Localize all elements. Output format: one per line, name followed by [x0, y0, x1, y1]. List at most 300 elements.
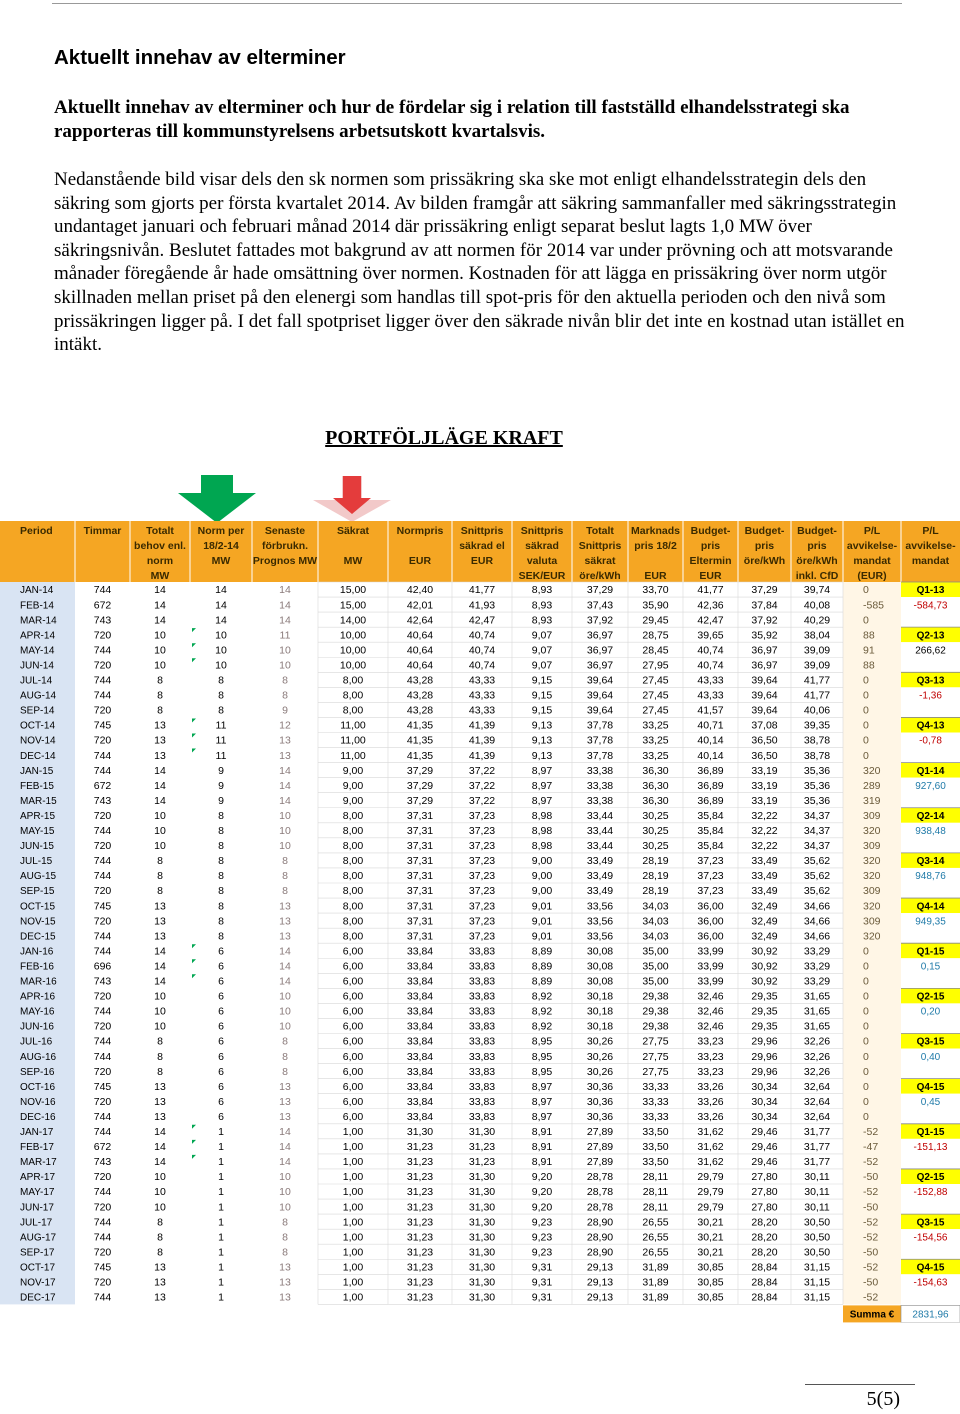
- period-cell: FEB-15: [20, 780, 54, 792]
- table-cell: 31,77: [803, 1156, 831, 1169]
- table-cell: 744: [93, 1110, 112, 1123]
- table-cell: 14: [215, 614, 227, 627]
- table-cell: 27,45: [642, 704, 669, 717]
- table-cell: 30,25: [642, 825, 669, 837]
- table-cell: 33,83: [468, 1080, 496, 1093]
- table-cell: 33,99: [697, 960, 724, 973]
- table-cell: 40,74: [468, 659, 496, 672]
- table-cell: 28,19: [642, 855, 669, 868]
- quarter-value: -584,73: [913, 600, 948, 612]
- table-cell: 14: [154, 764, 166, 777]
- table-cell: 6: [218, 1080, 224, 1093]
- table-cell: 8,92: [531, 990, 553, 1003]
- table-cell: 35,36: [803, 764, 831, 777]
- table-cell: 28,78: [586, 1201, 614, 1214]
- table-cell: 29,35: [751, 1020, 778, 1033]
- table-cell: 32,22: [751, 840, 778, 853]
- table-cell: 744: [93, 825, 112, 837]
- table-cell: 6,00: [342, 1005, 364, 1018]
- table-cell: 14: [279, 584, 291, 597]
- table-cell: 32,64: [803, 1080, 831, 1093]
- quarter-value: 266,62: [915, 645, 946, 657]
- table-cell: 32,26: [803, 1035, 831, 1048]
- table-cell: 6,00: [342, 960, 364, 973]
- table-cell: 33,99: [697, 945, 724, 958]
- table-cell: 672: [93, 599, 112, 612]
- table-cell: 29,79: [697, 1186, 724, 1199]
- table-cell: 8: [218, 930, 224, 943]
- table-cell: 31,30: [468, 1291, 496, 1304]
- table-cell: 10: [279, 1186, 291, 1199]
- table-cell: 33,33: [642, 1095, 669, 1108]
- table-cell: 743: [93, 1156, 112, 1169]
- table-cell: 33,29: [803, 960, 831, 973]
- table-cell: 41,39: [468, 734, 496, 747]
- table-cell: 31,30: [468, 1126, 496, 1138]
- table-cell: 35,00: [642, 945, 669, 958]
- table-cell: 29,96: [751, 1035, 778, 1048]
- table-cell: 13: [154, 930, 166, 943]
- table-cell: 30,85: [697, 1276, 724, 1289]
- table-cell: 14: [279, 614, 291, 627]
- table-cell: 31,23: [406, 1291, 434, 1304]
- table-cell: 32,46: [697, 1020, 724, 1033]
- table-cell: 28,90: [586, 1216, 614, 1229]
- table-cell: 31,30: [468, 1171, 496, 1184]
- table-cell: 672: [93, 779, 112, 792]
- table-cell: 35,92: [751, 629, 778, 642]
- table-cell: 320: [863, 855, 881, 868]
- column-header: Totalt Snittpris säkrat öre/kWh: [578, 525, 622, 582]
- table-cell: 31,23: [406, 1231, 434, 1244]
- table-cell: 744: [93, 674, 112, 687]
- table-cell: 30,21: [697, 1216, 724, 1229]
- table-cell: 37,43: [586, 599, 614, 612]
- table-cell: 14: [215, 584, 227, 597]
- table-cell: 35,90: [642, 599, 669, 612]
- table-cell: 1,00: [342, 1171, 364, 1184]
- table-cell: 39,35: [803, 719, 831, 732]
- table-cell: 9,31: [531, 1276, 553, 1289]
- table-cell: 31,77: [803, 1141, 831, 1154]
- table-cell: 34,37: [803, 825, 831, 837]
- quarter-label: Q4-15: [916, 1262, 945, 1274]
- table-cell: 14: [279, 764, 291, 777]
- table-cell: 31,89: [642, 1276, 669, 1289]
- quarter-value: -1,36: [919, 690, 942, 702]
- table-cell: 33,84: [406, 1020, 434, 1033]
- table-cell: 30,36: [586, 1110, 614, 1123]
- table-cell: 37,08: [751, 719, 778, 732]
- table-cell: 8,97: [531, 764, 553, 777]
- table-cell: 31,30: [406, 1126, 434, 1138]
- table-cell: 33,19: [751, 764, 778, 777]
- table-cell: 33,23: [697, 1065, 724, 1078]
- table-cell: 36,00: [697, 900, 724, 913]
- column-header: Budget-pris Eltermin EUR: [689, 525, 732, 582]
- table-cell: 9,01: [531, 930, 553, 943]
- table-cell: 34,66: [803, 900, 831, 913]
- table-cell: 0: [863, 960, 869, 973]
- table-cell: 320: [863, 900, 881, 913]
- column-header: Period: [20, 525, 53, 537]
- table-cell: 8: [157, 1035, 163, 1048]
- table-cell: 31,30: [468, 1276, 496, 1289]
- table-cell: 36,89: [697, 764, 724, 777]
- table-cell: 8: [282, 885, 288, 898]
- table-cell: 28,11: [642, 1201, 669, 1214]
- table-cell: 744: [93, 764, 112, 777]
- table-cell: 8: [282, 855, 288, 868]
- table-cell: 33,23: [697, 1050, 724, 1063]
- table-cell: 13: [279, 1095, 291, 1108]
- table-cell: 8: [218, 689, 224, 702]
- period-cell: DEC-15: [20, 931, 56, 943]
- table-cell: 10: [154, 1005, 166, 1018]
- table-cell: 37,29: [406, 764, 434, 777]
- table-cell: 33,29: [803, 945, 831, 958]
- table-cell: -52: [863, 1231, 879, 1244]
- table-cell: 30,25: [642, 840, 669, 853]
- table-cell: 29,13: [586, 1291, 614, 1304]
- table-cell: 31,23: [406, 1216, 434, 1229]
- table-cell: 14: [154, 975, 166, 988]
- table-cell: 37,31: [406, 915, 434, 928]
- table-cell: 30,34: [751, 1110, 778, 1123]
- table-cell: 14: [279, 779, 291, 792]
- table-cell: 0: [863, 719, 869, 732]
- table-cell: 28,19: [642, 885, 669, 898]
- table-cell: 11: [215, 734, 227, 747]
- table-cell: 13: [154, 719, 166, 732]
- table-cell: 9,00: [342, 779, 364, 792]
- table-cell: 744: [93, 689, 112, 702]
- table-cell: 39,64: [586, 689, 614, 702]
- table-cell: 30,36: [586, 1080, 614, 1093]
- table-cell: 10,00: [339, 659, 367, 672]
- table-cell: 31,23: [406, 1201, 434, 1214]
- table-cell: 8: [282, 1065, 288, 1078]
- table-cell: 13: [154, 1080, 166, 1093]
- green-down-arrow-icon: [178, 475, 256, 523]
- table-cell: 34,66: [803, 930, 831, 943]
- table-cell: 8: [282, 1035, 288, 1048]
- table-cell: 720: [93, 659, 112, 672]
- table-cell: 720: [93, 885, 112, 898]
- table-cell: 30,21: [697, 1231, 724, 1244]
- table-cell: 33,38: [586, 764, 614, 777]
- summa-value: 2831,96: [912, 1309, 949, 1321]
- period-cell: SEP-16: [20, 1066, 55, 1078]
- table-cell: 40,74: [697, 659, 724, 672]
- table-cell: 37,29: [751, 584, 778, 597]
- table-cell: 11: [215, 719, 227, 732]
- table-cell: 14: [154, 584, 166, 597]
- period-cell: JAN-15: [20, 765, 54, 777]
- table-cell: 10: [154, 1171, 166, 1184]
- table-cell: 8,93: [531, 599, 553, 612]
- table-cell: 29,13: [586, 1261, 614, 1274]
- table-cell: 10,00: [339, 644, 367, 657]
- table-cell: 11,00: [340, 719, 366, 732]
- intro-paragraph: Aktuellt innehav av elterminer och hur de fördelar sig i relation till fastställd elhandelsstrategi ska rapporteras till kommunstyrelsens arbetsutskott kvartalsvis.: [54, 97, 850, 142]
- table-cell: 9,00: [531, 885, 553, 898]
- table-cell: -52: [863, 1261, 879, 1274]
- table-cell: 33,83: [468, 960, 496, 973]
- table-cell: 10: [154, 840, 166, 853]
- period-cell: APR-14: [20, 630, 56, 642]
- table-cell: 40,14: [697, 749, 724, 762]
- table-cell: 34,37: [803, 809, 831, 822]
- table-cell: 41,77: [697, 584, 724, 597]
- table-cell: 33,84: [406, 1065, 434, 1078]
- table-cell: 29,96: [751, 1065, 778, 1078]
- table-cell: 720: [93, 1276, 112, 1289]
- table-cell: 33,49: [586, 870, 614, 883]
- table-cell: 9: [218, 779, 224, 792]
- table-cell: 34,37: [803, 840, 831, 853]
- table-cell: 1: [218, 1126, 224, 1138]
- table-cell: 41,77: [803, 689, 831, 702]
- table-cell: 1: [218, 1216, 224, 1229]
- table-cell: 30,50: [803, 1231, 831, 1244]
- table-cell: 37,78: [586, 749, 614, 762]
- table-cell: 39,64: [751, 674, 778, 687]
- table-cell: 13: [154, 1110, 166, 1123]
- table-cell: 35,36: [803, 779, 831, 792]
- table-cell: 32,49: [751, 930, 778, 943]
- table-cell: 30,18: [586, 990, 614, 1003]
- table-cell: 13: [154, 915, 166, 928]
- period-cell: NOV-16: [20, 1096, 56, 1108]
- table-cell: 13: [279, 1261, 291, 1274]
- table-cell: 34,03: [642, 930, 669, 943]
- quarter-label: Q3-13: [916, 675, 945, 687]
- table-cell: 39,09: [803, 644, 831, 657]
- table-cell: 1: [218, 1291, 224, 1304]
- table-cell: 36,89: [697, 779, 724, 792]
- table-cell: 0: [863, 1005, 869, 1018]
- table-cell: 745: [93, 900, 112, 913]
- table-cell: 40,08: [803, 599, 831, 612]
- table-cell: 37,23: [468, 809, 496, 822]
- table-cell: 39,09: [803, 659, 831, 672]
- table-cell: 1,00: [342, 1156, 364, 1169]
- table-cell: 30,11: [804, 1171, 830, 1184]
- table-cell: 33,83: [468, 1095, 496, 1108]
- table-cell: -50: [863, 1246, 879, 1259]
- table-cell: 8: [282, 1050, 288, 1063]
- table-cell: 30,50: [803, 1216, 831, 1229]
- table-cell: 37,22: [468, 764, 496, 777]
- table-cell: 8: [157, 689, 163, 702]
- table-cell: 34,66: [803, 915, 831, 928]
- quarter-value: -151,13: [913, 1142, 948, 1154]
- table-cell: 8,91: [531, 1141, 553, 1154]
- table-cell: 34,03: [642, 900, 669, 913]
- table-cell: 10: [154, 659, 166, 672]
- table-cell: 43,33: [697, 674, 724, 687]
- table-cell: 33,26: [697, 1095, 724, 1108]
- period-cell: JAN-17: [20, 1127, 54, 1138]
- table-cell: 9,07: [531, 644, 553, 657]
- table-cell: 0: [863, 1020, 869, 1033]
- table-cell: 33,44: [586, 825, 614, 837]
- table-cell: 9: [282, 704, 288, 717]
- table-cell: 31,62: [697, 1141, 724, 1154]
- table-cell: 28,11: [642, 1171, 669, 1184]
- table-cell: 37,92: [586, 614, 614, 627]
- table-cell: 8: [282, 870, 288, 883]
- table-cell: 13: [154, 749, 166, 762]
- table-cell: 31,65: [803, 1020, 831, 1033]
- table-cell: 8,00: [342, 870, 364, 883]
- table-cell: 720: [93, 1095, 112, 1108]
- table-cell: 744: [93, 1126, 112, 1138]
- table-cell: 30,08: [586, 975, 614, 988]
- table-cell: 14: [154, 1141, 166, 1154]
- table-cell: 1: [218, 1261, 224, 1274]
- table-cell: 31,30: [468, 1216, 496, 1229]
- column-header: Norm per 18/2-14 MW: [197, 525, 245, 567]
- table-cell: 27,80: [751, 1201, 778, 1214]
- table-cell: 30,92: [751, 975, 778, 988]
- quarter-label: Q2-13: [916, 630, 945, 642]
- table-cell: 33,84: [406, 975, 434, 988]
- table-cell: 32,26: [803, 1050, 831, 1063]
- table-cell: 8: [218, 915, 224, 928]
- table-cell: 10: [154, 1186, 166, 1199]
- table-cell: 744: [93, 870, 112, 883]
- table-cell: 33,49: [586, 855, 614, 868]
- table-cell: 1,00: [342, 1201, 364, 1214]
- table-cell: 29,13: [586, 1276, 614, 1289]
- period-cell: MAY-16: [20, 1006, 55, 1018]
- table-cell: 32,64: [803, 1110, 831, 1123]
- table-cell: 33,19: [751, 794, 778, 807]
- column-header: Senaste förbrukn. Prognos MW: [252, 525, 318, 567]
- table-cell: 42,40: [406, 584, 434, 597]
- table-cell: 36,30: [642, 779, 669, 792]
- table-cell: 38,04: [803, 629, 831, 642]
- table-cell: 14: [279, 599, 291, 612]
- table-cell: 1,00: [342, 1216, 364, 1229]
- table-cell: -50: [863, 1276, 879, 1289]
- table-cell: 31,65: [803, 990, 831, 1003]
- quarter-label: Q4-14: [916, 901, 945, 913]
- table-cell: 6,00: [342, 975, 364, 988]
- table-cell: 29,38: [642, 990, 669, 1003]
- table-cell: 31,15: [803, 1261, 831, 1274]
- table-cell: 10: [279, 840, 291, 853]
- period-cell: SEP-17: [20, 1247, 55, 1259]
- quarter-label: Q1-13: [916, 585, 945, 597]
- table-cell: 36,97: [751, 644, 778, 657]
- portfolio-table: [0, 521, 960, 1336]
- table-cell: 8,95: [531, 1065, 553, 1078]
- quarter-label: Q1-14: [916, 765, 945, 777]
- table-cell: 37,23: [468, 855, 496, 868]
- table-cell: 744: [93, 1005, 112, 1018]
- table-cell: 11: [215, 749, 227, 762]
- table-cell: 39,74: [803, 584, 831, 597]
- table-cell: 33,83: [468, 975, 496, 988]
- table-cell: 6,00: [342, 945, 364, 958]
- table-cell: 30,92: [751, 960, 778, 973]
- table-cell: 33,33: [642, 1110, 669, 1123]
- table-cell: 0: [863, 1080, 869, 1093]
- table-cell: 29,45: [642, 614, 669, 627]
- table-cell: 8,97: [531, 1080, 553, 1093]
- table-cell: 1,00: [342, 1231, 364, 1244]
- table-cell: 744: [93, 1035, 112, 1048]
- period-cell: SEP-15: [20, 886, 55, 898]
- quarter-label: Q2-15: [916, 991, 945, 1003]
- body-paragraph: Nedanstående bild visar dels den sk normen som prissäkring ska ske mot enligt elhandelsstrategin dels den säkring som gjorts per första kvartalet 2014. Av bilden framgår att säkring sammanfaller med säkringsstrategin undantaget januari och februari månad 2014 där prissäkring enligt separat beslut lagts 1,0 MW över säkringsnivån. Beslutet fattades mot bakgrund av att normen för 2014 var under prövning och att motsvarande månader föregående år hade omsättning över normen. Kostnaden för att lägga en prissäkring över norm utgör skillnaden mellan priset på den elenergi som handlas till spot-pris för den aktuella perioden och den nivå som prissäkringen ligger på. I det fall spotpriset ligger över den säkrade nivån blir det inte en kostnad utan istället en intäkt.: [54, 169, 905, 356]
- table-cell: 27,45: [642, 689, 669, 702]
- table-cell: 696: [93, 960, 112, 973]
- table-cell: 1: [218, 1141, 224, 1154]
- table-cell: 33,56: [586, 915, 614, 928]
- table-cell: 35,84: [697, 809, 724, 822]
- table-cell: 33,50: [642, 1141, 669, 1154]
- table-cell: 31,23: [406, 1156, 434, 1169]
- table-cell: 9,23: [531, 1246, 553, 1259]
- table-cell: 36,97: [751, 659, 778, 672]
- table-cell: 13: [279, 930, 291, 943]
- table-cell: 30,85: [697, 1291, 724, 1304]
- table-cell: 33,84: [406, 945, 434, 958]
- table-cell: 37,31: [406, 870, 434, 883]
- column-header: Säkrat MW: [336, 525, 370, 567]
- table-cell: 31,30: [468, 1186, 496, 1199]
- table-cell: 8: [157, 1231, 163, 1244]
- table-cell: 8,00: [342, 840, 364, 853]
- table-cell: 8: [157, 855, 163, 868]
- table-cell: 309: [863, 840, 881, 853]
- table-cell: 36,00: [697, 930, 724, 943]
- table-cell: 30,11: [804, 1186, 830, 1199]
- table-cell: 1,00: [342, 1186, 364, 1199]
- table-cell: 9,00: [531, 855, 553, 868]
- table-cell: 1: [218, 1171, 224, 1184]
- quarter-value: 0,45: [920, 1096, 941, 1108]
- table-cell: 14: [279, 794, 291, 807]
- table-cell: 14: [215, 599, 227, 612]
- table-cell: 9: [218, 764, 224, 777]
- table-cell: 8,00: [342, 689, 364, 702]
- table-cell: 33,84: [406, 1035, 434, 1048]
- table-cell: 29,46: [751, 1141, 778, 1154]
- table-cell: 37,31: [406, 885, 434, 898]
- quarter-value: 927,60: [915, 780, 946, 792]
- table-cell: 6,00: [342, 1110, 364, 1123]
- table-cell: 28,84: [751, 1291, 778, 1304]
- table-cell: 8: [157, 870, 163, 883]
- table-cell: 36,97: [586, 644, 614, 657]
- table-cell: 6,00: [342, 1020, 364, 1033]
- table-cell: 33,83: [468, 1020, 496, 1033]
- table-cell: 33,44: [586, 840, 614, 853]
- quarter-value: 0,20: [920, 1006, 941, 1018]
- table-cell: 30,21: [697, 1246, 724, 1259]
- quarter-label: Q4-15: [916, 1081, 945, 1093]
- period-cell: JUN-16: [20, 1021, 54, 1033]
- period-cell: OCT-17: [20, 1262, 56, 1274]
- table-cell: 27,75: [642, 1050, 669, 1063]
- table-cell: 11,00: [340, 749, 366, 762]
- table-cell: 35,00: [642, 960, 669, 973]
